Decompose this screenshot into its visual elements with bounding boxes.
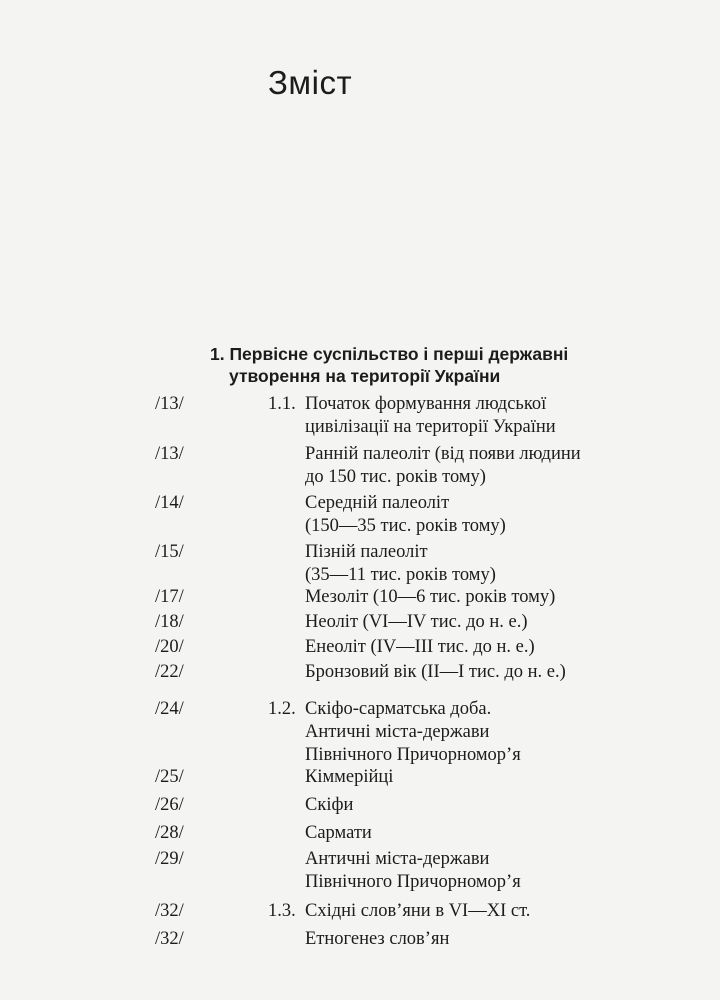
toc-entry-title [305,492,635,538]
toc-entry-title [305,848,635,894]
toc-entry-line: (150—35 тис. років тому) [305,516,506,536]
toc-entry-line: цивілізації на території України [305,417,556,437]
toc-entry-title [305,636,635,659]
toc-entry-title [305,928,635,951]
toc-page-number: /17/ [155,587,184,607]
toc-entry-title [305,766,635,789]
toc-entry-line: Ранній палеоліт (від появи людини [305,444,581,464]
toc-page-number: /26/ [155,795,184,815]
toc-page-number: /28/ [155,823,184,843]
section-heading-line: утворення на території України [229,366,501,386]
toc-entry-line: Кіммерійці [305,767,394,787]
toc-page-number: /15/ [155,542,184,562]
toc-entry-line: Бронзовий вік (II—I тис. до н. е.) [305,662,566,682]
toc-section-number: 1.1. [268,394,296,414]
toc-section-number: 1.3. [268,901,296,921]
toc-entry-line: Етногенез слов’ян [305,929,450,949]
toc-entry-line: Античні міста-держави [305,849,490,869]
toc-entry-line: Скіфо-сарматська доба. [305,699,492,719]
toc-entry-title [305,794,635,817]
toc-entry-title [305,611,635,634]
toc-entry-line: Сармати [305,823,372,843]
toc-entry-line: Початок формування людської [305,394,547,414]
page-title: Зміст [268,64,353,101]
toc-entry-line: Енеоліт (IV—III тис. до н. е.) [305,637,535,657]
section-heading-line: 1. Первісне суспільство і перші державні [210,344,569,364]
toc-entry-line: Східні слов’яни в VI—XI ст. [305,901,531,921]
toc-entry-line: Пізній палеоліт [305,542,428,562]
toc-entry-line: Мезоліт (10—6 тис. років тому) [305,587,556,607]
toc-entry-line: Античні міста-держави [305,722,490,742]
toc-page-number: /18/ [155,612,184,632]
toc-page-number: /13/ [155,394,184,414]
toc-entry-title [305,586,635,609]
toc-page-number: /22/ [155,662,184,682]
toc-entry-line: Неоліт (VI—IV тис. до н. е.) [305,612,528,632]
toc-entry-title [305,698,635,767]
toc-entry-title [305,900,635,923]
toc-page-number: /25/ [155,767,184,787]
toc-page-number: /20/ [155,637,184,657]
toc-section-number: 1.2. [268,699,296,719]
toc-entry-line: Північного Причорномор’я [305,872,521,892]
toc-page-number: /32/ [155,929,184,949]
toc-page-number: /29/ [155,849,184,869]
toc-page-number: /32/ [155,901,184,921]
toc-entry-line: (35—11 тис. років тому) [305,565,496,585]
toc-entry-line: Північного Причорномор’я [305,745,521,765]
toc-page-number: /24/ [155,699,184,719]
section-heading [210,343,568,387]
toc-entry-line: Скіфи [305,795,354,815]
toc-entry-title [305,661,635,684]
toc-entry-title [305,393,635,439]
toc-entry-title [305,822,635,845]
toc-page-number: /13/ [155,444,184,464]
toc-entry-title [305,443,635,489]
toc-page-number: /14/ [155,493,184,513]
toc-entry-title [305,541,635,587]
toc-entry-line: до 150 тис. років тому) [305,467,486,487]
toc-entry-line: Середній палеоліт [305,493,450,513]
